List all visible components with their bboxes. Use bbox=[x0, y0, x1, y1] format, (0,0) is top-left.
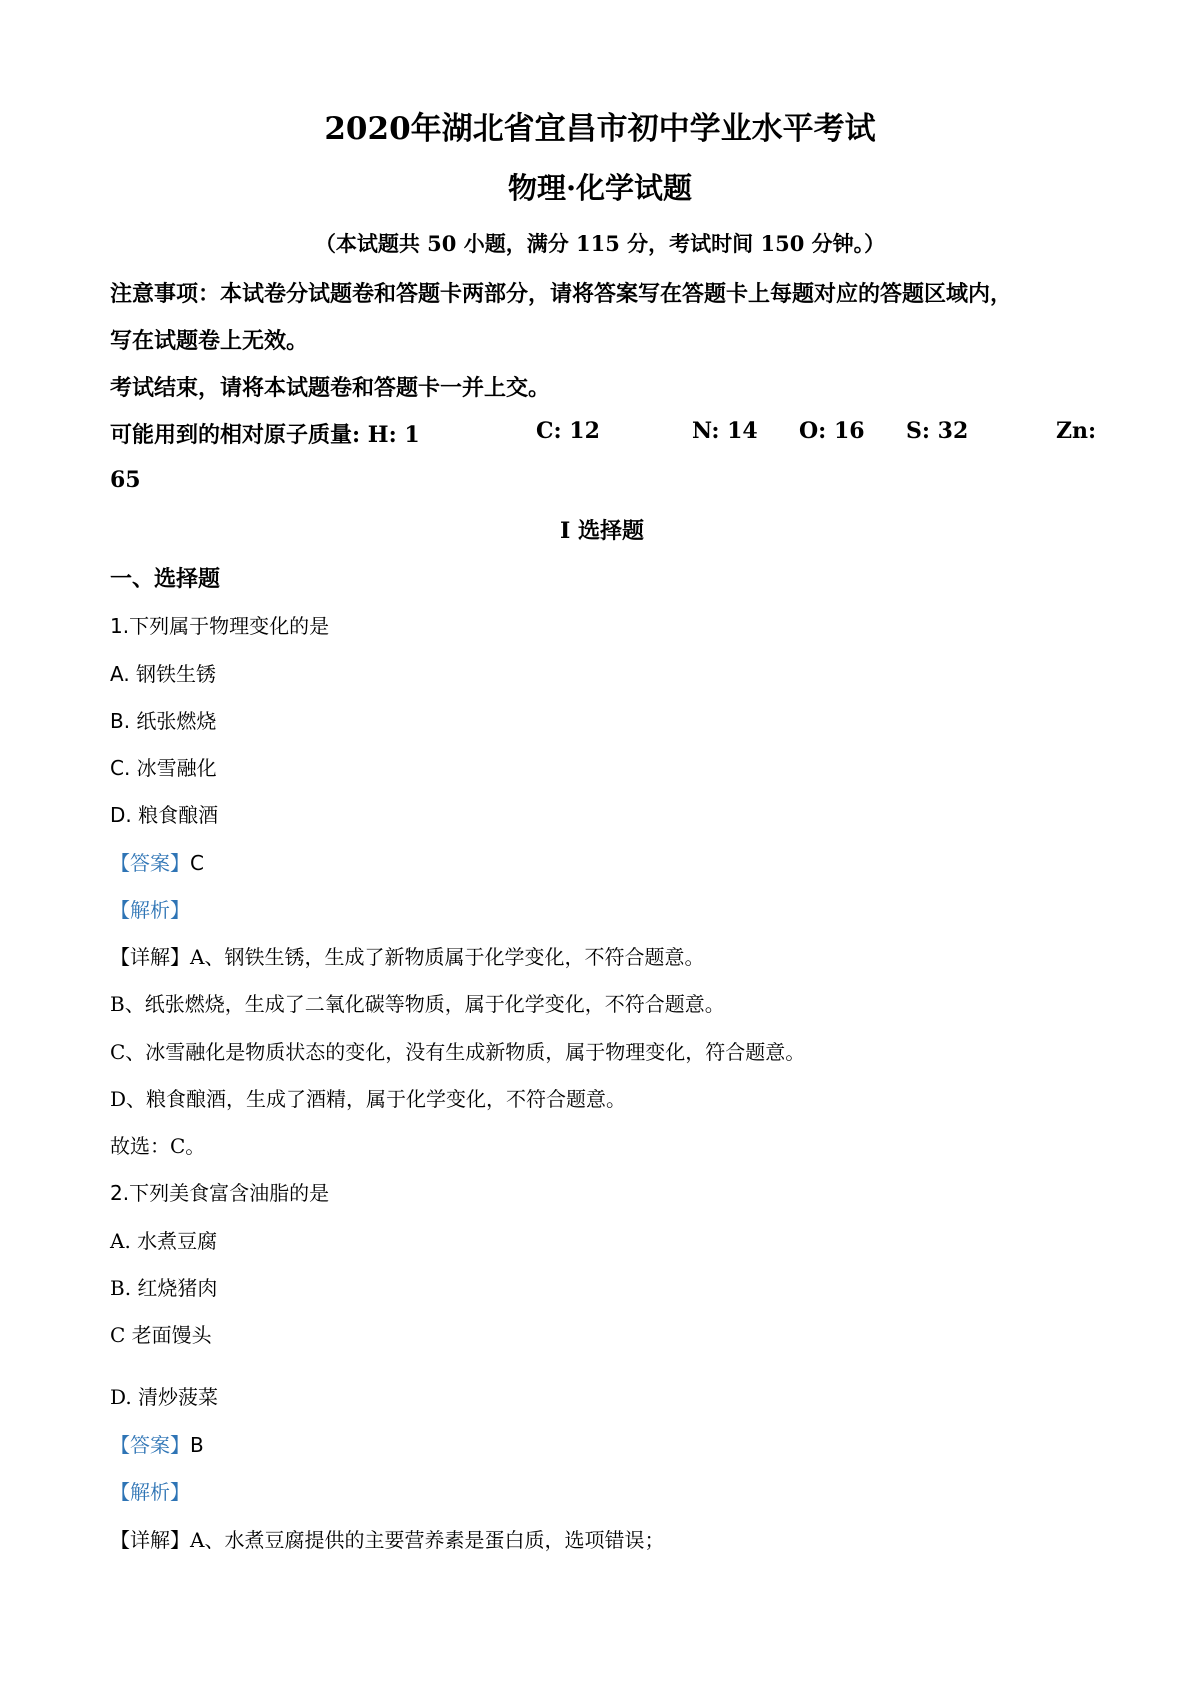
atomic-mass-s: S: 32 bbox=[906, 418, 969, 444]
q2-option-d: D. 清炒菠菜 bbox=[110, 1385, 219, 1409]
q1-detail-b: B、纸张燃烧，生成了二氧化碳等物质，属于化学变化，不符合题意。 bbox=[110, 992, 725, 1016]
q1-option-a: A. 钢铁生锈 bbox=[110, 662, 217, 686]
q2-detail-a: A、水煮豆腐提供的主要营养素是蛋白质，选项错误； bbox=[190, 1528, 665, 1552]
q2-option-a: A. 水煮豆腐 bbox=[110, 1229, 218, 1253]
q1-analysis-tag: 【解析】 bbox=[110, 898, 190, 922]
q1-option-d: D. 粮食酿酒 bbox=[110, 803, 219, 827]
notice-line-1: 注意事项：本试卷分试题卷和答题卡两部分，请将答案写在答题卡上每题对应的答题区域内， bbox=[110, 281, 1013, 307]
atomic-mass-o: O: 16 bbox=[799, 418, 865, 444]
q1-detail-line-1 bbox=[110, 941, 704, 970]
atomic-mass-c: C: 12 bbox=[536, 418, 600, 444]
q1-answer: C bbox=[190, 851, 204, 875]
q1-detail-tag: 【详解】 bbox=[110, 945, 190, 969]
atomic-mass-zn-value: 65 bbox=[110, 467, 141, 493]
q1-detail-d: D、粮食酿酒，生成了酒精，属于化学变化，不符合题意。 bbox=[110, 1087, 627, 1111]
atomic-mass-row bbox=[0, 418, 1200, 448]
part-title: I 选择题 bbox=[560, 518, 644, 544]
q2-answer: B bbox=[190, 1433, 204, 1457]
atomic-mass-label: 可能用到的相对原子质量: H: 1 bbox=[110, 422, 420, 448]
atomic-mass-n: N: 14 bbox=[692, 418, 758, 444]
q2-detail-tag: 【详解】 bbox=[110, 1528, 190, 1552]
q2-answer-tag: 【答案】 bbox=[110, 1433, 190, 1457]
q2-analysis-tag: 【解析】 bbox=[110, 1480, 190, 1504]
exam-title: 2020年湖北省宜昌市初中学业水平考试 bbox=[324, 111, 876, 147]
q1-conclusion: 故选：C。 bbox=[110, 1134, 206, 1158]
q2-stem: 2.下列美食富含油脂的是 bbox=[110, 1181, 330, 1205]
q1-detail-a: A、钢铁生锈，生成了新物质属于化学变化，不符合题意。 bbox=[190, 945, 705, 969]
q2-option-b: B. 红烧猪肉 bbox=[110, 1276, 218, 1300]
notice-line-3: 考试结束，请将本试题卷和答题卡一并上交。 bbox=[110, 375, 551, 401]
q1-detail-c: C、冰雪融化是物质状态的变化，没有生成新物质，属于物理变化，符合题意。 bbox=[110, 1040, 806, 1064]
q1-answer-line bbox=[110, 847, 204, 876]
q1-stem: 1.下列属于物理变化的是 bbox=[110, 614, 330, 638]
q1-option-b: B. 纸张燃烧 bbox=[110, 709, 217, 733]
atomic-mass-zn: Zn: bbox=[1056, 418, 1097, 444]
q2-answer-line bbox=[110, 1429, 204, 1458]
notice-line-2: 写在试题卷上无效。 bbox=[110, 328, 309, 354]
q1-option-c: C. 冰雪融化 bbox=[110, 756, 217, 780]
q2-option-c: C 老面馒头 bbox=[110, 1323, 212, 1347]
section-heading: 一、选择题 bbox=[110, 566, 221, 592]
q1-answer-tag: 【答案】 bbox=[110, 851, 190, 875]
exam-info: （本试题共 50 小题，满分 115 分，考试时间 150 分钟。） bbox=[314, 231, 886, 256]
exam-subtitle: 物理·化学试题 bbox=[507, 171, 693, 205]
q2-detail-line-1 bbox=[110, 1524, 664, 1553]
